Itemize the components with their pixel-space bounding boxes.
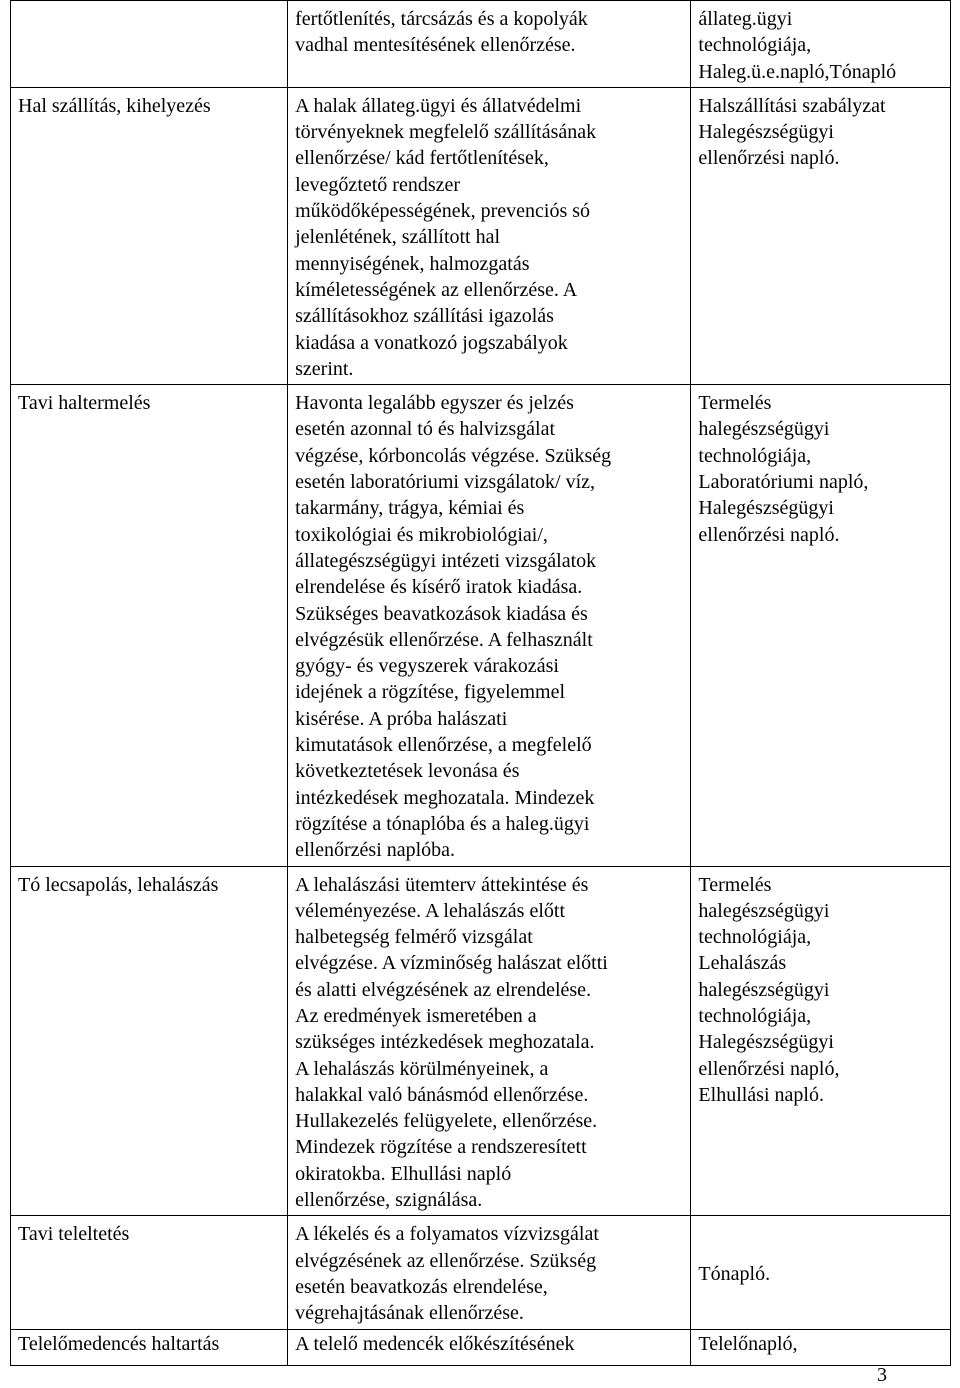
task-cell: Havonta legalább egyszer és jelzés esetén azonnal tó és halvizsgálat végzése, kórboncolás végzése. Szükség esetén laboratóriumi vizsgálatok/ víz, takarmány, trágya, kémiai és toxikológiai és mikrobiológiai/, állategészségügyi intézeti vizsgálatok elrendelése és kísérő iratok kiadása. Szükséges beavatkozások kiadása és elvégzésük ellenőrzése. A felhasznált gyógy- és vegyszerek várakozási idejének a rögzítése, figyelemmel kisérése. A próba halászati kimutatások ellenőrzése, a megfelelő következtetések levonása és intézkedések meghozatala. Mindezek rögzítése a tónaplóba és a haleg.ügyi ellenőrzési naplóba. (288, 385, 691, 866)
inspection-task-table (10, 0, 951, 1366)
activity-cell: Tavi haltermelés (11, 385, 288, 866)
task-cell: A halak állateg.ügyi és állatvédelmi törvényeknek megfelelő szállításának ellenőrzése/ kád fertőtlenítések, levegőztető rendszer működőképességének, prevenciós só jelenlétének, szállított hal mennyiségének, halmozgatás kíméletességének az ellenőrzése. A szállításokhoz szállítási igazolás kiadása a vonatkozó jogszabályok szerint. (288, 87, 691, 384)
activity-cell: Tavi teleltetés (11, 1216, 288, 1329)
task-cell: A telelő medencék előkészítésének (288, 1329, 691, 1365)
activity-cell: Telelőmedencés haltartás (11, 1329, 288, 1365)
activity-cell: Hal szállítás, kihelyezés (11, 87, 288, 384)
table-row (11, 385, 951, 866)
table-row (11, 866, 951, 1216)
task-cell: A lékelés és a folyamatos vízvizsgálat elvégzésének az ellenőrzése. Szükség esetén beavatkozás elrendelése, végrehajtásának ellenőrzése. (288, 1216, 691, 1329)
task-cell: A lehalászási ütemterv áttekintése és véleményezése. A lehalászás előtt halbetegség felmérő vizsgálat elvégzése. A vízminőség halászat előtti és alatti elvégzésének az elrendelése. Az eredmények ismeretében a szükséges intézkedések meghozatala. A lehalászás körülményeinek, a halakkal való bánásmód ellenőrzése. Hullakezelés felügyelete, ellenőrzése. Mindezek rögzítése a rendszeresített okiratokba. Elhullási napló ellenőrzése, szignálása. (288, 866, 691, 1216)
documents-cell: Termelés halegészségügyi technológiája, Lehalászás halegészségügyi technológiája, Halegészségügyi ellenőrzési napló, Elhullási napló. (691, 866, 951, 1216)
documents-cell: Termelés halegészségügyi technológiája, Laboratóriumi napló, Halegészségügyi ellenőrzési napló. (691, 385, 951, 866)
activity-cell (11, 1, 288, 88)
documents-cell: Halszállítási szabályzat Halegészségügyi ellenőrzési napló. (691, 87, 951, 384)
table-row (11, 87, 951, 384)
table-row (11, 1216, 951, 1329)
table-row (11, 1329, 951, 1365)
documents-cell: Telelőnapló, (691, 1329, 951, 1365)
table-row (11, 1, 951, 88)
documents-cell: állateg.ügyi technológiája, Haleg.ü.e.napló,Tónapló (691, 1, 951, 88)
documents-cell: Tónapló. (691, 1216, 951, 1329)
page-number: 3 (877, 1364, 887, 1386)
activity-cell: Tó lecsapolás, lehalászás (11, 866, 288, 1216)
task-cell: fertőtlenítés, tárcsázás és a kopolyák vadhal mentesítésének ellenőrzése. (288, 1, 691, 88)
